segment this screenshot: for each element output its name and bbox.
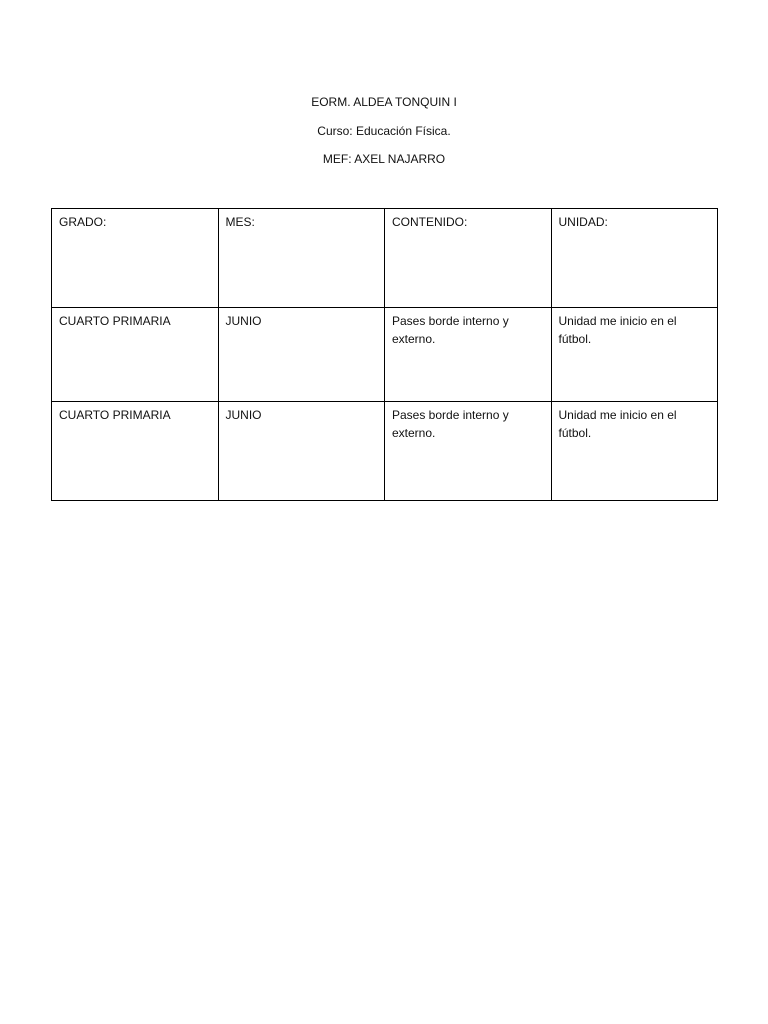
cell-mes: JUNIO <box>218 402 385 501</box>
school-name: EORM. ALDEA TONQUIN I <box>311 95 457 109</box>
cell-grado: CUARTO PRIMARIA <box>52 308 219 402</box>
teacher-name: MEF: AXEL NAJARRO <box>322 152 446 166</box>
cell-mes: JUNIO <box>218 308 385 402</box>
header-cell-grado: GRADO: <box>52 209 219 308</box>
course-name: Curso: Educación Física. <box>317 124 451 138</box>
cell-contenido: Pases borde interno y externo. <box>385 308 552 402</box>
table-row <box>52 402 718 501</box>
header-cell-unidad: UNIDAD: <box>551 209 718 308</box>
cell-grado: CUARTO PRIMARIA <box>52 402 219 501</box>
table-header-row <box>52 209 718 308</box>
header-cell-mes: MES: <box>218 209 385 308</box>
cell-contenido: Pases borde interno y externo. <box>385 402 552 501</box>
cell-unidad: Unidad me inicio en el fútbol. <box>551 308 718 402</box>
lesson-plan-table <box>51 208 718 501</box>
table-row <box>52 308 718 402</box>
cell-unidad: Unidad me inicio en el fútbol. <box>551 402 718 501</box>
header-cell-contenido: CONTENIDO: <box>385 209 552 308</box>
